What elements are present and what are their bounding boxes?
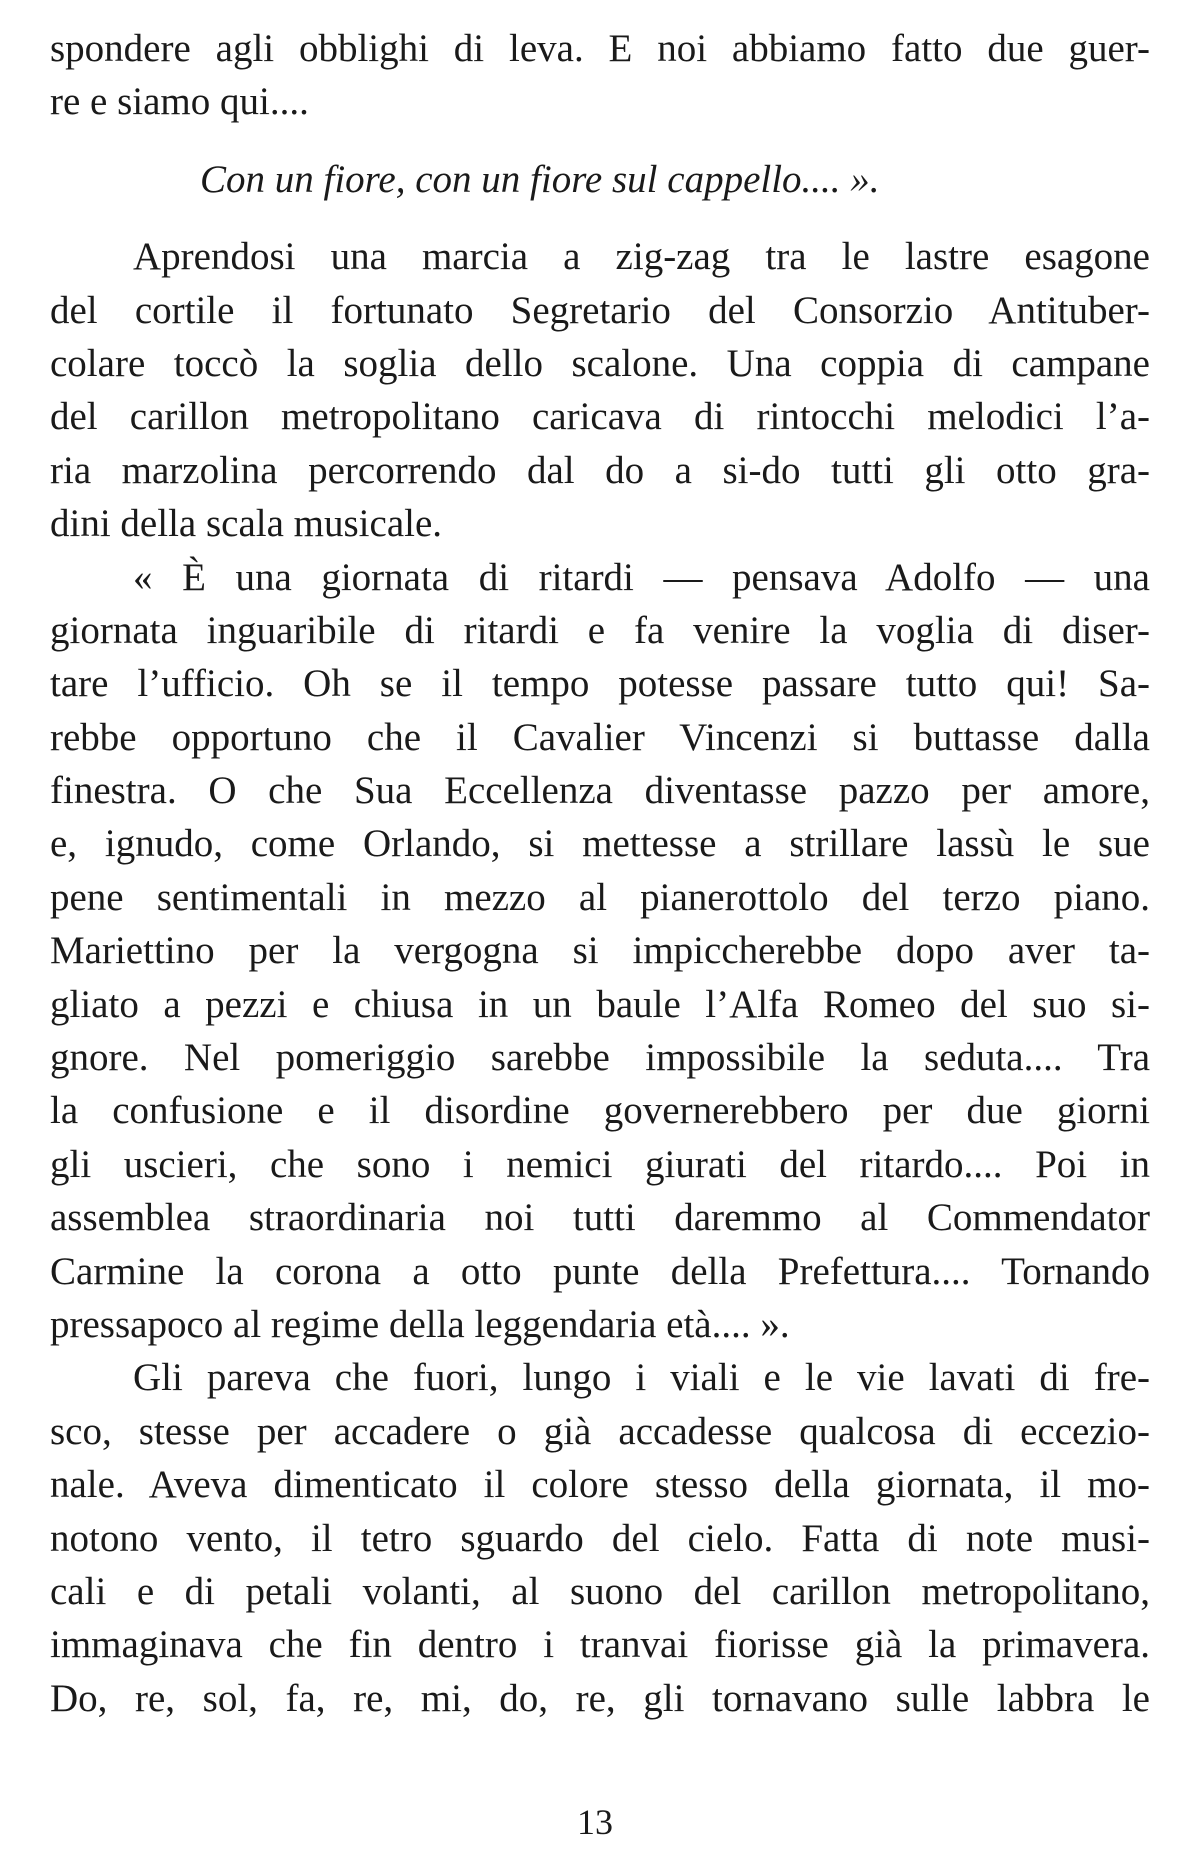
text-line: ria marzolina percorrendo dal do a si-do tutti gli otto gra- xyxy=(50,448,1150,492)
page-number: 13 xyxy=(577,1802,613,1842)
text-line: sco, stesse per accadere o già accadesse qualcosa di eccezio- xyxy=(50,1409,1150,1453)
text-line: gnore. Nel pomeriggio sarebbe impossibile la seduta.... Tra xyxy=(50,1036,1150,1080)
text-line: pene sentimentali in mezzo al pianerottolo del terzo piano. xyxy=(50,875,1150,919)
text-line: immaginava che fin dentro i tranvai fiorisse già la primavera. xyxy=(50,1623,1150,1667)
text-line: spondere agli obblighi di leva. E noi abbiamo fatto due guer- xyxy=(50,27,1150,70)
text-line: la confusione e il disordine governerebbero per due giorni xyxy=(50,1089,1150,1133)
text-line: tare l’ufficio. Oh se il tempo potesse passare tutto qui! Sa- xyxy=(50,662,1150,706)
text-line: gliato a pezzi e chiusa in un baule l’Alfa Romeo del suo si- xyxy=(50,982,1150,1026)
song-verse: Con un fiore, con un fiore sul cappello.... ». xyxy=(200,157,880,201)
text-line: Carmine la corona a otto punte della Prefettura.... Tornando xyxy=(50,1249,1150,1293)
paragraph-last-line: dini della scala musicale. xyxy=(50,502,443,546)
paragraph-last-line: pressapoco al regime della leggendaria età.... ». xyxy=(50,1302,790,1346)
text-line: del carillon metropolitano caricava di rintocchi melodici l’a- xyxy=(50,395,1150,439)
page-body-text xyxy=(50,22,1150,1725)
text-line: re e siamo qui.... xyxy=(50,80,309,124)
text-line: gli uscieri, che sono i nemici giurati del ritardo.... Poi in xyxy=(50,1142,1150,1186)
paragraph-first-line: Aprendosi una marcia a zig-zag tra le lastre esagone xyxy=(133,235,1150,279)
text-line: cali e di petali volanti, al suono del carillon metropolitano, xyxy=(50,1569,1150,1613)
text-line: rebbe opportuno che il Cavalier Vincenzi si buttasse dalla xyxy=(50,715,1150,759)
text-line: del cortile il fortunato Segretario del Consorzio Antituber- xyxy=(50,288,1150,332)
paragraph-first-line: Gli pareva che fuori, lungo i viali e le vie lavati di fre- xyxy=(133,1356,1150,1400)
text-line: assemblea straordinaria noi tutti daremmo al Commendator xyxy=(50,1196,1150,1240)
text-line: colare toccò la soglia dello scalone. Una coppia di campane xyxy=(50,341,1150,385)
text-line: Mariettino per la vergogna si impiccherebbe dopo aver ta- xyxy=(50,929,1150,973)
text-line: Do, re, sol, fa, re, mi, do, re, gli tornavano sulle labbra le xyxy=(50,1676,1150,1720)
paragraph-first-line: « È una giornata di ritardi — pensava Adolfo — una xyxy=(133,555,1150,599)
text-line: notono vento, il tetro sguardo del cielo. Fatta di note musi- xyxy=(50,1516,1150,1560)
text-line: e, ignudo, come Orlando, si mettesse a strillare lassù le sue xyxy=(50,822,1150,866)
text-line: giornata inguaribile di ritardi e fa venire la voglia di diser- xyxy=(50,608,1150,652)
text-line: finestra. O che Sua Eccellenza diventasse pazzo per amore, xyxy=(50,769,1150,813)
text-line: nale. Aveva dimenticato il colore stesso della giornata, il mo- xyxy=(50,1463,1150,1507)
